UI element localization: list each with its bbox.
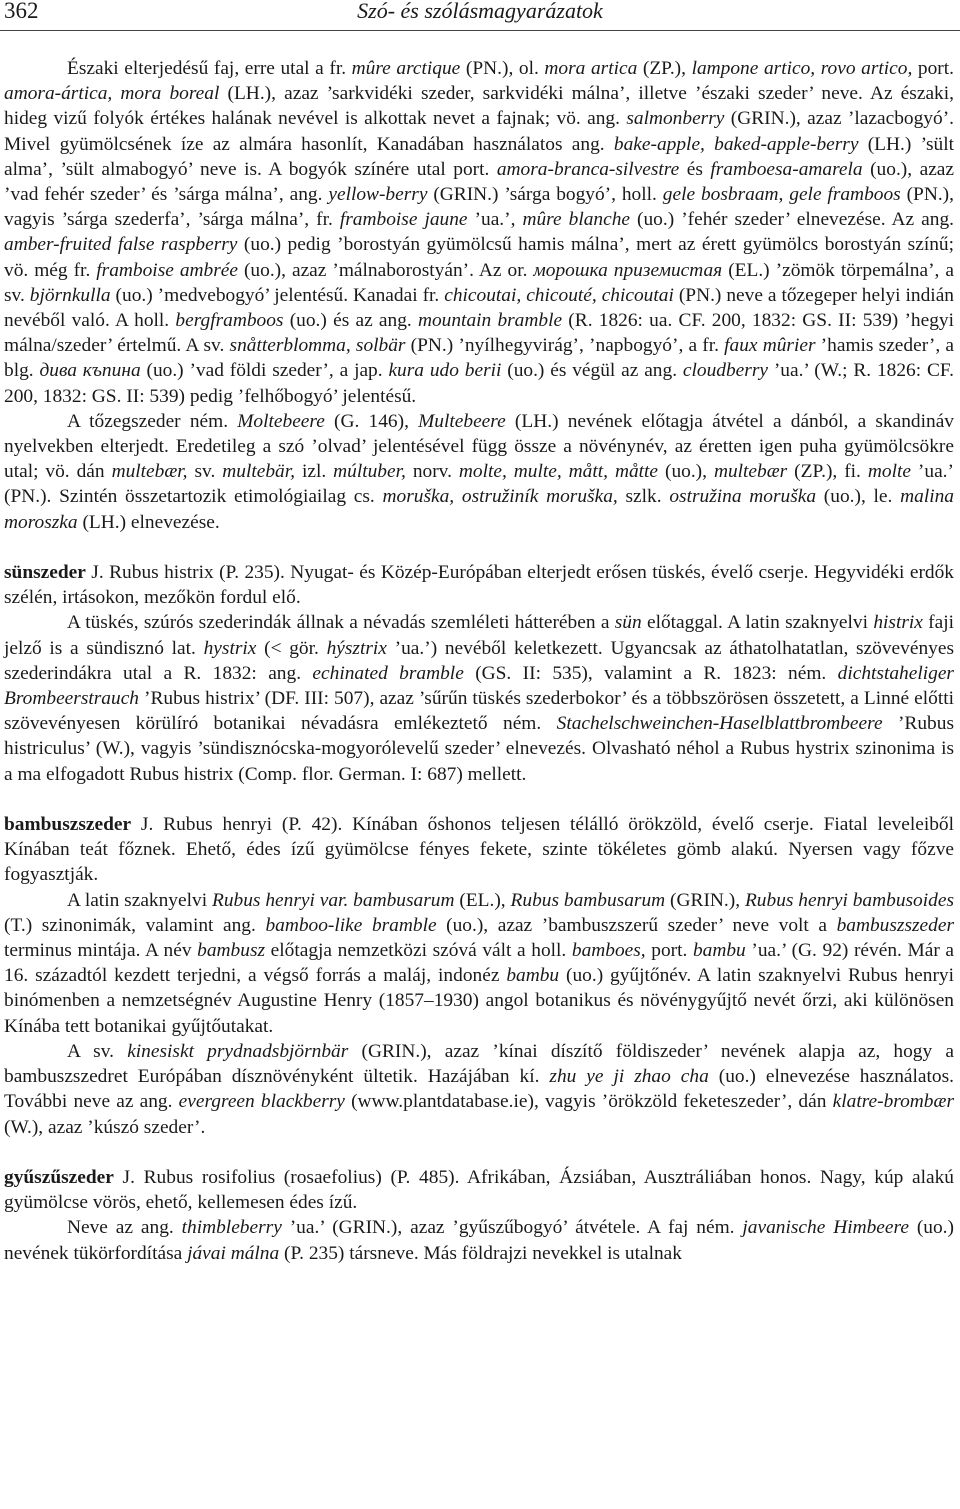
text-run: ’ua.’ (G. 92) révén. Már a 16. századtól kezdett terjedni, a végső forrás a maláj, indonéz <box>4 940 955 987</box>
italic-term: mûre arctique <box>351 58 461 79</box>
italic-term: cloudberry <box>682 360 768 382</box>
italic-term: bambuszszeder <box>836 914 955 936</box>
italic-term: faux mûrier <box>724 335 816 357</box>
text-run: ’ua.’ (GRIN.), azaz ’gyűszűbogyó’ átvétele. A faj ném. <box>281 1217 743 1239</box>
text-run: port. <box>645 940 693 962</box>
text-run: ’hamis szeder’, a blg. <box>4 335 954 382</box>
paragraph-bambuszszeder-latin <box>4 888 954 1039</box>
italic-term: histrix <box>873 612 923 634</box>
paragraph-sunszeder-etymology <box>4 610 954 786</box>
page-number: 362 <box>4 0 39 23</box>
text-run: előtagja nemzetközi szóvá vált a holl. <box>265 940 572 962</box>
entry-bambuszszeder <box>4 812 954 888</box>
italic-term: multebär, <box>222 461 295 483</box>
italic-term: mountain bramble <box>417 310 563 332</box>
italic-term: bake-apple, baked-apple-berry <box>613 133 859 155</box>
paragraph-arctic-names <box>4 56 954 409</box>
text-run: ’ua.’ (W.; R. 1826: CF. 200, 1832: GS. II: 539) pedig ’felhőbogyó’ jelentésű. <box>4 360 954 407</box>
text-run: ’ua.’ (PN.). Szintén összetartozik etimológiailag cs. <box>4 461 954 508</box>
italic-term: echinated bramble <box>312 662 464 684</box>
text-run: (PN.) neve a tőzegeper helyi indián nevéből való. A holl. <box>4 284 954 332</box>
text-run: (G. 146), <box>324 410 419 432</box>
italic-term: bamboes, <box>571 940 646 962</box>
text-run: ’ua.’) nevéből keletkezett. Ugyancsak az áthatolhatatlan, szövevényes szederindákra utal a R. 1832: ang. <box>4 637 955 684</box>
italic-term: salmonberry <box>626 108 725 130</box>
text-run: port. <box>912 58 954 79</box>
italic-term: ostružina moruška <box>669 486 817 508</box>
text-run: ’ua.’, <box>467 209 523 231</box>
text-run: J. Rubus histrix (P. 235). Nyugat- és Közép-Európában elterjedt erősen tüskés, évelő cserje. Hegyvidéki erdők szélén, irtásokon, mezőkön fordul elő. <box>4 562 954 609</box>
italic-term: Rubus henryi var. bambusarum <box>211 889 455 911</box>
text-run: (uo.) ’medvebogyó’ jelentésű. Kanadai fr. <box>110 284 445 306</box>
text-run: (LH.) ’sült alma’, ’sült almabogyó’ neve is. A bogyók színére utal port. <box>4 133 954 180</box>
italic-term: hystrix <box>203 637 257 659</box>
text-run: (uo.), le. <box>816 486 901 508</box>
italic-term: Multebeere <box>418 410 506 432</box>
text-run: (W.), azaz ’kúszó szeder’. <box>4 1116 206 1138</box>
italic-term: bambusz <box>197 940 266 962</box>
text-run: A latin szaknyelvi <box>67 889 212 911</box>
text-run: (ZP.), <box>637 58 692 79</box>
text-run: (uo.), azaz ’bambuszszerű szeder’ neve volt a <box>436 914 837 936</box>
text-run: (uo.) nevének tükörfordítása <box>4 1217 954 1264</box>
italic-term: bambu <box>692 940 746 962</box>
text-run: és <box>679 158 711 180</box>
text-run: (LH.) nevének előtagja átvétel a dánból, a skandináv nyelvekben elterjedt. Eredetileg a szó ’olvad’ jelentésével függ össze a növénynév, az éretten igen puha gyümölcsökre utal; vö. dán <box>4 410 955 483</box>
text-run: (EL.) ’zömök törpemálna’, a sv. <box>4 259 954 306</box>
paragraph-moltebeere <box>4 409 954 535</box>
italic-term: lampone artico, rovo artico, <box>691 58 913 79</box>
text-run: (uo.) pedig ’borostyán gyümölcsű hamis málna’, mert az érett gyümölcs borostyán színű; vö. még fr. <box>4 234 954 281</box>
text-run: (uo.) és az ang. <box>283 310 418 332</box>
italic-term: dichtstaheliger Brombeerstrauch <box>4 662 954 710</box>
italic-term: jávai málna <box>187 1242 280 1264</box>
text-run: Neve az ang. <box>67 1217 182 1239</box>
text-run: (< gör. <box>256 637 327 659</box>
italic-term: malina moroszka <box>4 486 955 533</box>
text-run: terminus mintája. A név <box>4 940 198 962</box>
text-run: J. Rubus henryi (P. 42). Kínában őshonos teljesen télálló örökzöld, évelő cserje. Fiatal leveleiből Kínában teát főznek. Ehető, édes ízű gyümölcse fényes fekete, szinte tökéletes gömb alakú. Nyersen vagy főzve fogyasztják. <box>4 814 954 886</box>
italic-term: amora-ártica, mora boreal <box>4 83 220 105</box>
text-run: J. Rubus rosifolius (rosaefolius) (P. 485). Afrikában, Ázsiában, Ausztráliában honos. Nagy, kúp alakú gyümölcse vörös, ehető, kellemesen édes ízű. <box>4 1166 954 1214</box>
italic-term: Stachelschweinchen-Haselblattbrombeere <box>556 713 883 735</box>
text-run: (uo.), azaz ’vad fehér szeder’ és ’sárga málna’, ang. <box>4 158 955 206</box>
text-run: (GRIN.), azaz ’kínai díszítő földiszeder’ nevének alapja az, hogy a bambuszszedret Európában dísznövényként ültetik. Hazájában kí. <box>4 1040 955 1088</box>
text-run: (uo.) ’fehér szeder’ elnevezése. Az ang. <box>630 209 954 231</box>
italic-term: multebær, <box>111 461 188 483</box>
text-run: (uo.), <box>658 461 714 483</box>
italic-term: molte, multe, mått, måtte <box>458 461 659 483</box>
italic-term: javanische Himbeere <box>742 1217 909 1239</box>
italic-term: múltuber, <box>333 461 406 483</box>
text-run: (uo.), azaz ’málnaborostyán’. Az or. <box>237 259 534 281</box>
italic-term: bergframboos <box>175 310 284 332</box>
italic-term: thimbleberry <box>181 1217 282 1239</box>
text-run: (EL.), <box>454 889 511 911</box>
headword: bambuszszeder <box>4 814 132 836</box>
italic-term: kura udo berii <box>388 360 502 382</box>
text-run: A sv. <box>67 1040 128 1062</box>
italic-term: moruška, ostružiník moruška, <box>382 486 618 508</box>
text-run: (P. 235) társneve. Más földrajzi nevekkel is utalnak <box>279 1242 682 1264</box>
italic-term: mora artica <box>544 58 638 79</box>
italic-term: snåtterblomma, solbär <box>229 335 406 357</box>
text-run: ’Rubus histrix’ (DF. III: 507), azaz ’sűrűn tüskés szederbokor’ és a többszörösen összetett, a Linné előtti szövevényesen körülíró botanikai névadásra emlékeztető ném. <box>4 688 954 735</box>
italic-term: bamboo-like bramble <box>265 914 437 936</box>
text-run: A tőzegszeder ném. <box>67 410 238 432</box>
text-run: (www.plantdatabase.ie), vagyis ’örökzöld feketeszeder’, dán <box>344 1091 833 1113</box>
text-run: (PN.), vagyis ’sárga szederfa’, ’sárga málna’, fr. <box>4 184 954 231</box>
text-run: faji jelző is a sündisznó lat. <box>4 612 955 659</box>
entry-spacer <box>4 787 954 812</box>
headword: sünszeder <box>4 562 86 584</box>
italic-term: морошка приземистая <box>533 259 723 281</box>
italic-term: hýsztrix <box>326 637 387 659</box>
text-run: ’Rubus histriculus’ (W.), vagyis ’sündisznócska-mogyorólevelű szeder’ elnevezés. Olvasható néhol a Rubus hystrix szinonima is a ma elfogadott Rubus histrix (Comp. flor. German. I: 687) mellett. <box>4 713 954 785</box>
italic-term: björnkulla <box>29 284 111 306</box>
italic-term: chicoutai, chicouté, chicoutai <box>444 284 674 306</box>
text-run: (GS. II: 535), valamint a R. 1823: ném. <box>463 662 838 684</box>
text-run: előtaggal. A latin szaknyelvi <box>641 612 874 634</box>
running-title: Szó- és szólásmagyarázatok <box>357 0 603 23</box>
italic-term: bambu <box>506 965 560 987</box>
entry-spacer <box>4 535 954 560</box>
headword: gyűszűszeder <box>4 1166 114 1188</box>
entry-sunszeder <box>4 560 954 610</box>
text-run: A tüskés, szúrós szederindák állnak a névadás szemléleti hátterében a <box>67 612 615 634</box>
italic-term: Rubus henryi bambusoides <box>744 889 954 911</box>
italic-term: amora-branca-silvestre <box>496 158 680 180</box>
italic-term: Rubus bambusarum <box>510 889 666 911</box>
text-run: norv. <box>405 461 459 483</box>
text-run: (LH.), azaz ’sarkvidéki szeder, sarkvidéki málna’, illetve ’északi szeder’ neve. Az északi, hideg vizű folyók értékes halának nevével is alkottak nevet a fajnak; vö. ang. <box>4 83 954 130</box>
text-run: (uo.) és végül az ang. <box>501 360 683 382</box>
text-run: (ZP.), fi. <box>787 461 868 483</box>
text-run: (GRIN.) ’sárga bogyó’, holl. <box>427 184 663 206</box>
italic-term: klatre-brombær <box>832 1091 954 1113</box>
text-run: (PN.) ’nyílhegyvirág’, ’napbogyó’, a fr. <box>405 335 725 357</box>
text-run: (GRIN.), azaz ’lazacbogyó’. Mivel gyümölcsének íze az almára hasonlít, Kanadában használatos ang. <box>4 108 954 155</box>
paragraph-gyuszuszeder-names <box>4 1215 954 1265</box>
text-run: (GRIN.), <box>665 889 745 911</box>
text-run: (R. 1826: ua. CF. 200, 1832: GS. II: 539) ’hegyi málna/szeder’ értelmű. A sv. <box>4 310 954 357</box>
italic-term: kinesiskt prydnadsbjörnbär <box>127 1040 349 1062</box>
text-run: (uo.) gyűjtőnév. A latin szaknyelvi Rubus henryi binómenben a nemzetségnév Augustine Henry (1857–1930) angol botanikus és növénygyűjtő nevét őrzi, aki különösen Kínába tett botanikai gyűjtőutakat. <box>4 965 954 1037</box>
text-run: (uo.) elnevezése használatos. További neve az ang. <box>4 1066 954 1113</box>
italic-term: yellow-berry <box>328 184 428 206</box>
paragraph-bambuszszeder-names <box>4 1039 954 1140</box>
text-run: (PN.), ol. <box>460 58 545 79</box>
italic-term: дива къпина <box>39 360 141 382</box>
text-run: (T.) szinonimák, valamint ang. <box>4 914 266 936</box>
text-run: (LH.) elnevezése. <box>77 511 220 533</box>
italic-term: evergreen blackberry <box>178 1091 345 1113</box>
italic-term: gele bosbraam, gele framboos <box>662 184 901 206</box>
entry-gyuszuszeder <box>4 1165 954 1215</box>
italic-term: multebær <box>713 461 788 483</box>
text-run: sv. <box>187 461 223 483</box>
italic-term: framboise jaune <box>339 209 468 231</box>
italic-term: amber-fruited false raspberry <box>4 234 238 256</box>
page-body <box>4 56 954 1266</box>
text-run: izl. <box>295 461 334 483</box>
italic-term: sün <box>614 612 642 634</box>
italic-term: zhu ye ji zhao cha <box>549 1066 709 1088</box>
italic-term: mûre blanche <box>522 209 631 231</box>
entry-spacer <box>4 1140 954 1165</box>
italic-term: framboesa-amarela <box>710 158 863 180</box>
text-run: szlk. <box>617 486 670 508</box>
italic-term: framboise ambrée <box>96 259 238 281</box>
text-run: Északi elterjedésű faj, erre utal a fr. <box>67 58 352 79</box>
page-header <box>0 0 960 31</box>
italic-term: Moltebeere <box>237 410 325 432</box>
italic-term: molte <box>867 461 911 483</box>
text-run: (uo.) ’vad földi szeder’, a jap. <box>140 360 389 382</box>
